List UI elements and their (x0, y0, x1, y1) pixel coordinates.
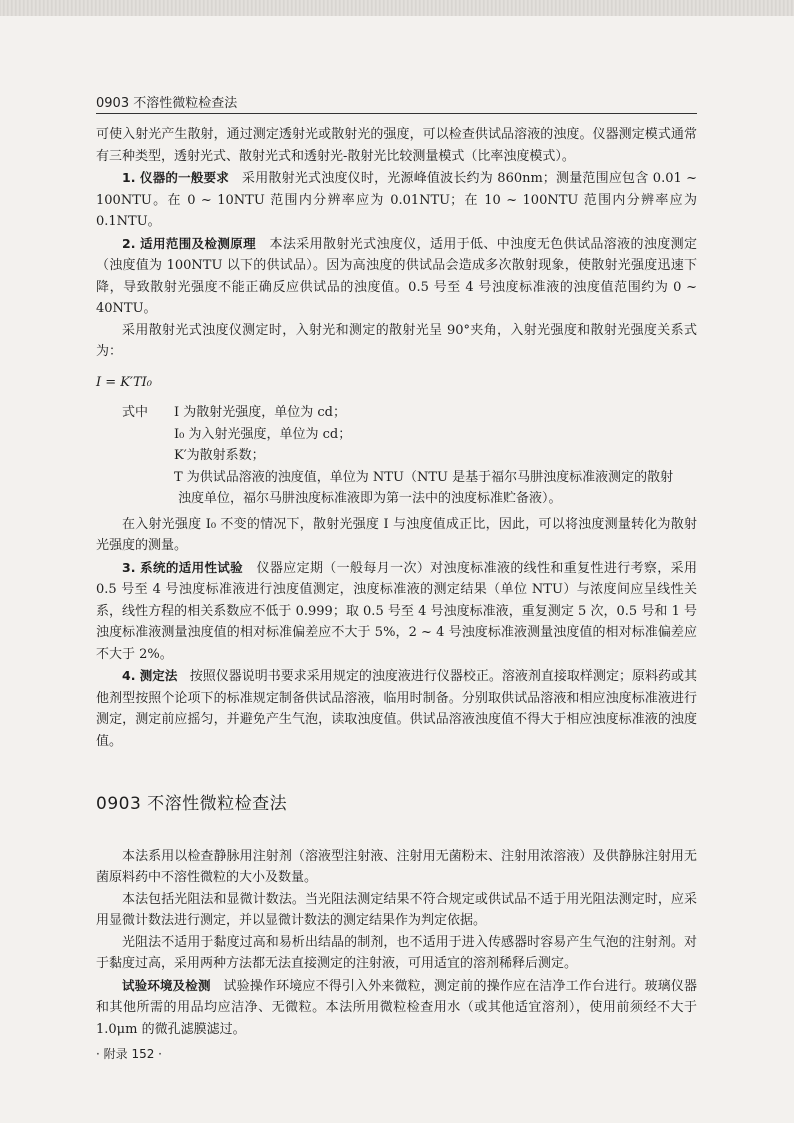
formula: I = K′TI₀ (96, 374, 152, 390)
section-4-heading: 4. 测定法 (122, 668, 178, 683)
environment-heading: 试验环境及检测 (122, 977, 211, 993)
definition-text: K′为散射系数； (174, 448, 265, 463)
section-paragraph: 本法系用以检查静脉用注射剂（溶液型注射液、注射用无菌粉末、注射用浓溶液）及供静脉注射用无菌原料药中不溶性微粒的大小及数量。 (96, 848, 697, 885)
definition-text: I 为散射光强度，单位为 cd； (174, 405, 347, 420)
section-1 (96, 167, 697, 233)
page-number: · 附录 152 · (96, 1047, 162, 1061)
section-3 (96, 557, 697, 666)
environment-paragraph (96, 975, 697, 1041)
environment-text: 试验操作环境应不得引入外来微粒，测定前的操作应在洁净工作台进行。玻璃仪器和其他所需的用品均应洁净、无微粒。本法所用微粒检查用水（或其他适宜溶剂），使用前须经不大于 1.0μm 的微孔滤膜滤过。 (96, 978, 697, 1037)
paragraph-proportionality: 在入射光强度 I₀ 不变的情况下，散射光强度 I 与浊度值成正比，因此，可以将浊度测量转化为散射光强度的测量。 (96, 516, 697, 553)
definition-text: T 为供试品溶液的浊度值，单位为 NTU（NTU 是基于福尔马肼浊度标准液测定的散射 (174, 469, 674, 485)
section-4 (96, 665, 697, 752)
page-body (96, 124, 697, 1040)
section-1-text: 采用散射光式浊度仪时，光源峰值波长约为 860nm；测量范围应包含 0.01 ~ 100NTU。在 0 ~ 10NTU 范围内分辨率应为 0.01NTU；在 10 ~ 100NTU 范围内分辨率应为 0.1NTU。 (96, 171, 697, 229)
section-2-heading: 2. 适用范围及检测原理 (122, 235, 256, 251)
section-4-text: 按照仪器说明书要求采用规定的浊度液进行仪器校正。溶液剂直接取样测定；原料药或其他剂型按照个论项下的标准规定制备供试品溶液，临用时制备。分别取供试品溶液和相应浊度标准液进行测定，测定前应摇匀，并避免产生气泡，读取浊度值。供试品溶液浊度值不得大于相应浊度标准液的浊度值。 (96, 669, 697, 749)
section-3-text: 仪器应定期（一般每月一次）对浊度标准液的线性和重复性进行考察，采用 0.5 号至 4 号浊度标准液进行浊度值测定，浊度标准液的测定结果（单位 NTU）与浓度间应呈线性关系，线性方程的相关系数应不低于 0.999；取 0.5 号至 4 号浊度标准液，重复测定 5 次，0.5 号和 1 号浊度标准液测量浊度值的相对标准偏差应不大于 5%，2 ~ 4 号浊度标准液测量浊度值的相对标准偏差应不大于 2%。 (96, 560, 697, 662)
definition-text: I₀ 为入射光强度，单位为 cd； (174, 426, 352, 442)
section-paragraph: 本法包括光阻法和显微计数法。当光阻法测定结果不符合规定或供试品不适于用光阻法测定时，应采用显微计数法进行测定，并以显微计数法的测定结果作为判定依据。 (96, 891, 697, 928)
definition-row (96, 467, 697, 489)
definition-row (96, 424, 697, 446)
scan-edge-strip (0, 0, 794, 16)
section-2-text: 本法采用散射光式浊度仪，适用于低、中浊度无色供试品溶液的浊度测定（浊度值为 100NTU 以下的供试品）。因为高浊度的供试品会造成多次散射现象，使散射光强度迅速下降，导致散射光强度不能正确反应供试品的浊度值。0.5 号至 4 号浊度标准液的浊度值范围约为 0 ~ 40NTU。 (96, 236, 697, 316)
definition-row (96, 402, 697, 424)
section-2 (96, 233, 697, 320)
where-label: 式中 (122, 405, 149, 420)
header-rule (96, 113, 697, 114)
variable-definitions (96, 402, 697, 510)
definition-continuation: 浊度单位，福尔马肼浊度标准液即为第一法中的浊度标准贮备液）。 (178, 491, 562, 506)
section-title: 0903 不溶性微粒检查法 (96, 794, 288, 814)
running-header: 0903 不溶性微粒检查法 (96, 96, 238, 111)
section-1-heading: 1. 仪器的一般要求 (122, 170, 229, 185)
definition-row (96, 445, 697, 467)
section-paragraph: 光阻法不适用于黏度过高和易析出结晶的制剂，也不适用于进入传感器时容易产生气泡的注射剂。对于黏度过高，采用两种方法都无法直接测定的注射液，可用适宜的溶剂稀释后测定。 (96, 934, 697, 971)
section-3-heading: 3. 系统的适用性试验 (122, 559, 244, 575)
formula-intro: 采用散射光式浊度仪测定时，入射光和测定的散射光呈 90°夹角，入射光强度和散射光强度关系式为： (96, 322, 697, 359)
paragraph-continuation: 可使入射光产生散射，通过测定透射光或散射光的强度，可以检查供试品溶液的浊度。仪器测定模式通常有三种类型，透射光式、散射光式和透射光-散射光比较测量模式（比率浊度模式）。 (96, 127, 697, 164)
